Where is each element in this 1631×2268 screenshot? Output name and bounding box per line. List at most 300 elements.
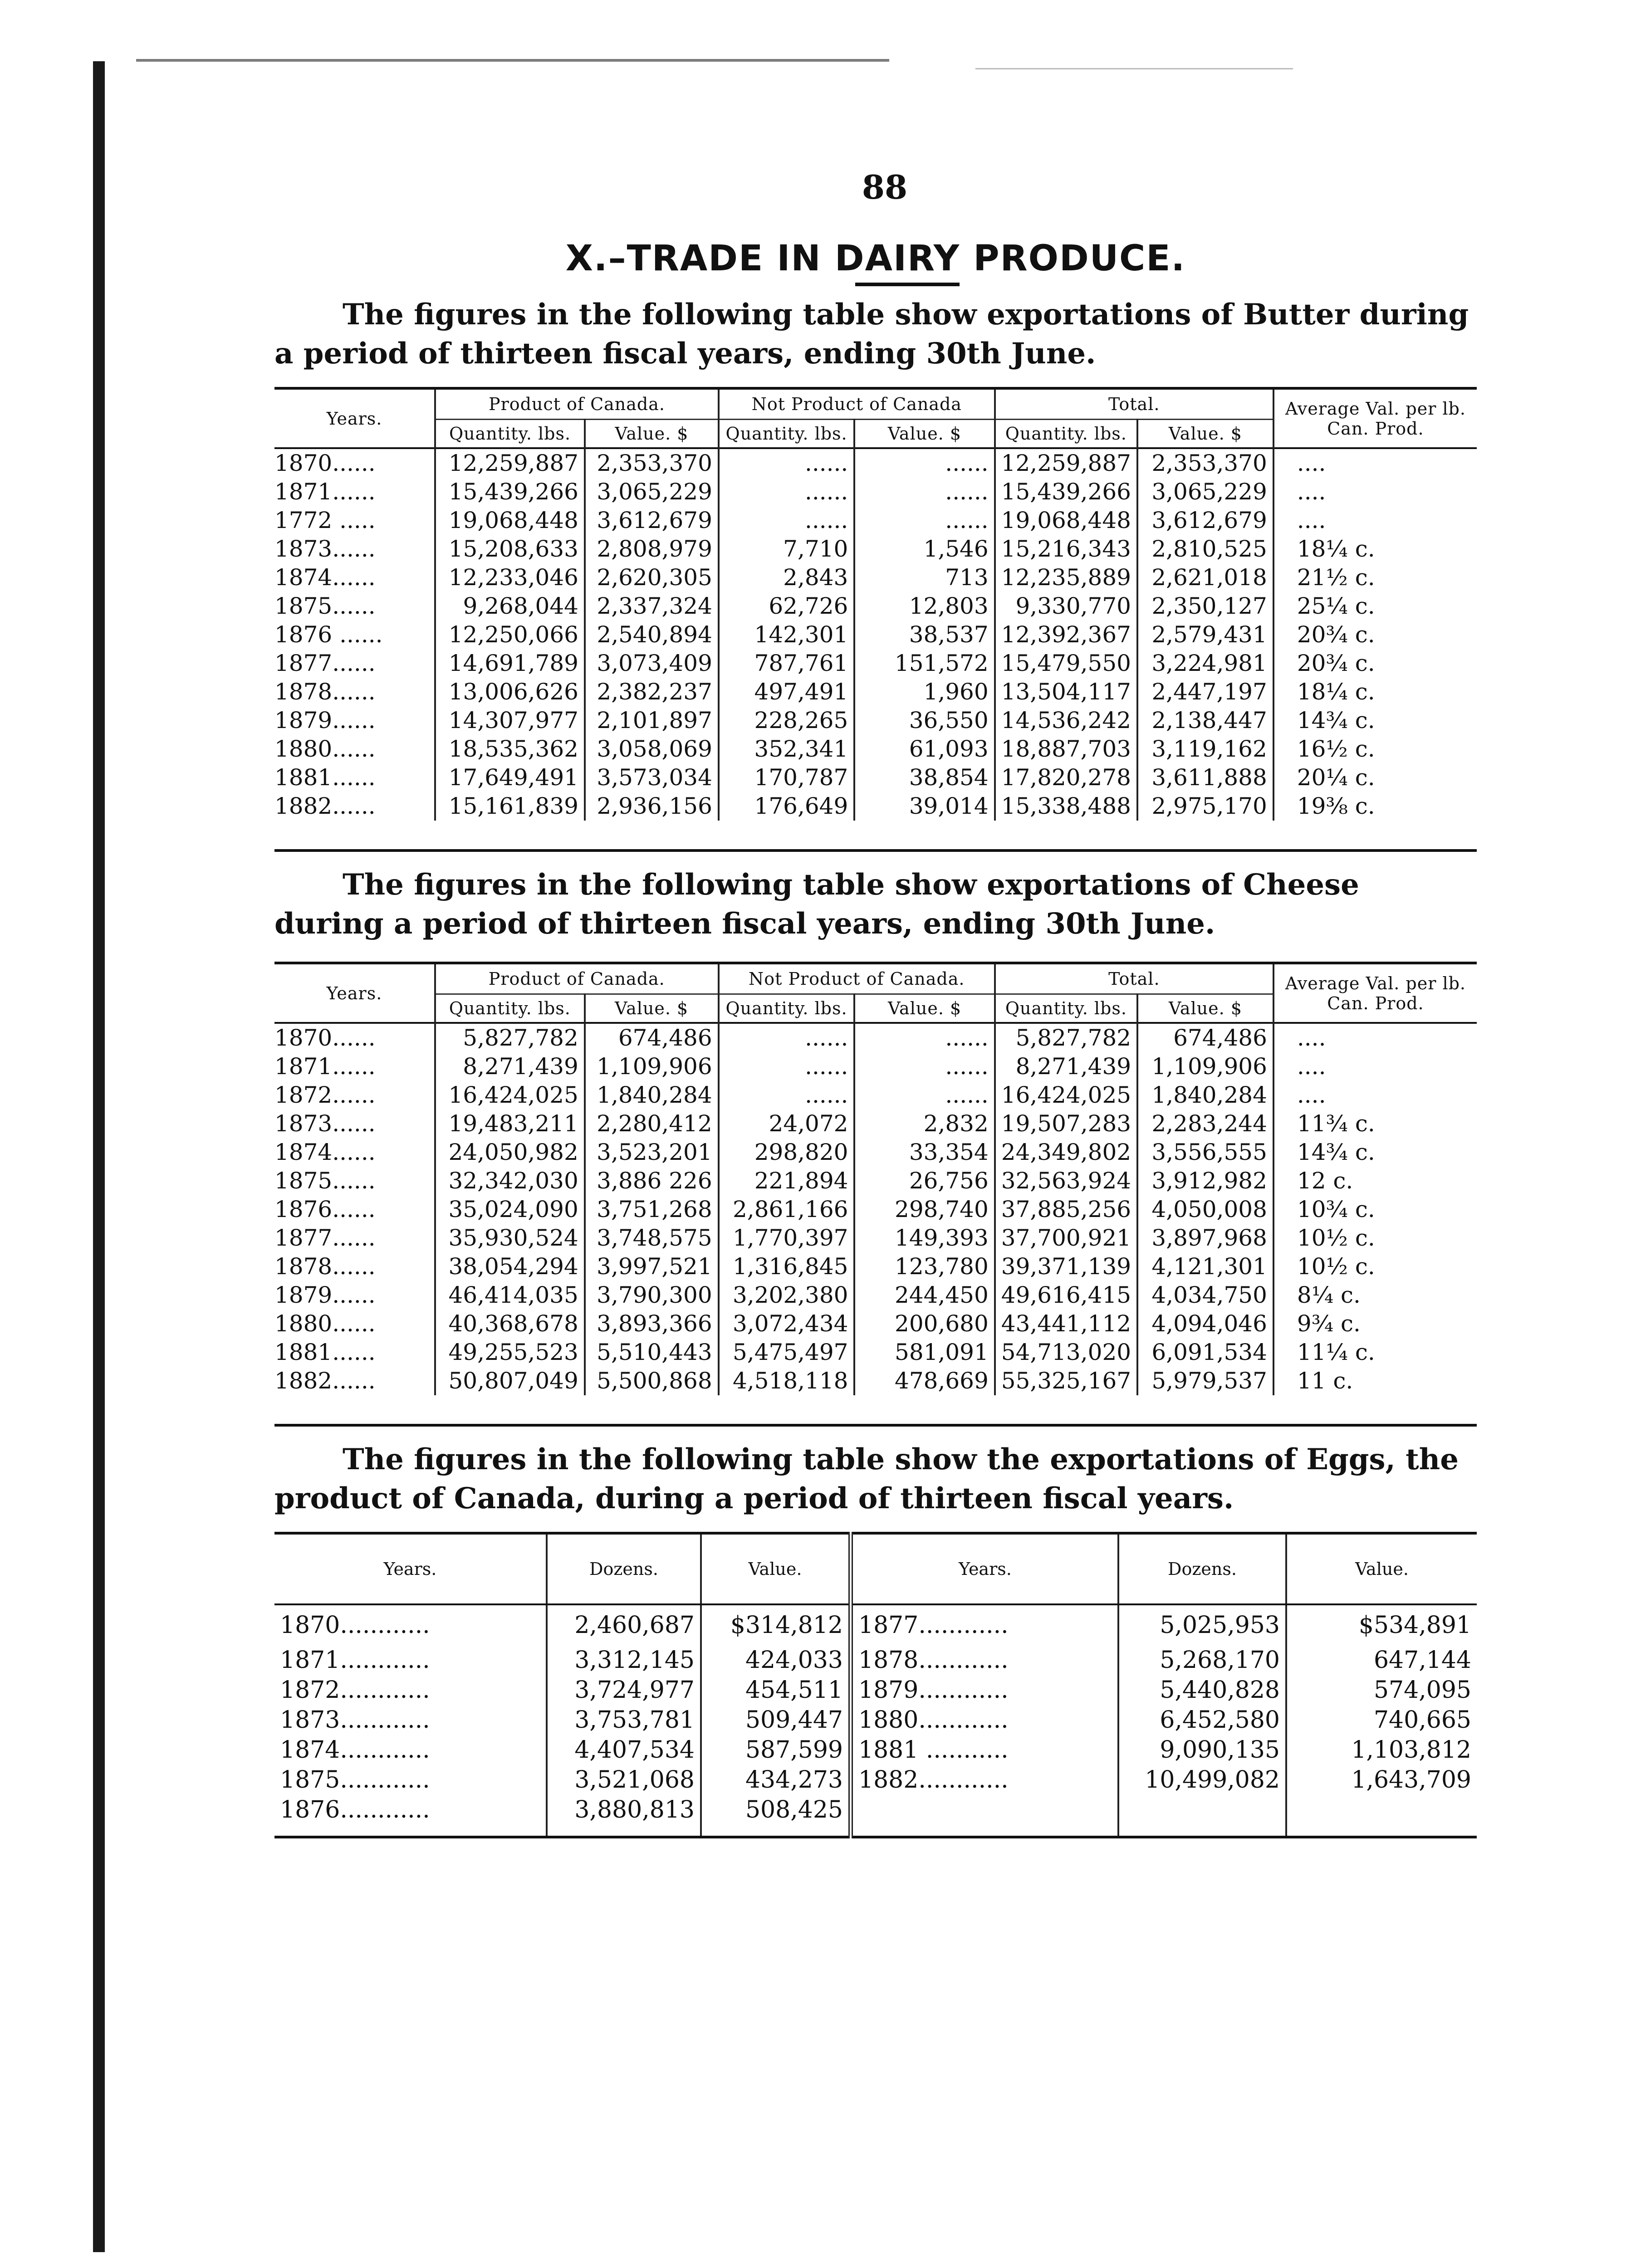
cheese-row <box>274 1023 1477 1052</box>
eggs-header-years: Years. <box>274 1533 547 1604</box>
rule-cell <box>701 1825 851 1837</box>
rule-cell <box>274 821 1477 850</box>
average-cell: .... <box>1273 1052 1477 1081</box>
value-cell: 454,511 <box>701 1675 851 1705</box>
butter-row <box>274 592 1477 621</box>
pq-cell: 17,649,491 <box>435 763 585 792</box>
dozens-cell: 3,880,813 <box>547 1795 701 1825</box>
butter-subhead-quantity: Quantity. lbs. <box>435 420 585 449</box>
pv-cell: 3,997,521 <box>585 1252 719 1281</box>
nv-cell: 298,740 <box>854 1195 994 1224</box>
year-cell: 1876 ...... <box>274 621 383 648</box>
dozens-cell: 10,499,082 <box>1118 1765 1286 1795</box>
year-cell: 1874............ <box>280 1736 430 1764</box>
cheese-row <box>274 1110 1477 1138</box>
pq-cell: 40,368,678 <box>435 1310 585 1338</box>
document-page <box>274 168 1477 1838</box>
cheese-intro: The figures in the following table show exportations of Cheese during a period of thirteen fiscal years, ending 30th June. <box>274 868 1359 941</box>
tv-cell: 2,353,370 <box>1137 448 1273 478</box>
tv-cell: 3,556,555 <box>1137 1138 1273 1167</box>
tq-cell: 18,887,703 <box>995 735 1137 763</box>
eggs-header-dozens: Dozens. <box>547 1533 701 1604</box>
nv-cell: 1,546 <box>854 535 994 563</box>
nv-cell: 244,450 <box>854 1281 994 1310</box>
cheese-subhead-quantity: Quantity. lbs. <box>719 994 855 1023</box>
eggs-bottom-rule <box>274 1825 1477 1837</box>
dozens-cell: 3,724,977 <box>547 1675 701 1705</box>
year-cell: 1879............ <box>851 1675 1118 1705</box>
pv-cell: 3,612,679 <box>585 506 719 535</box>
eggs-header-value: Value. <box>701 1533 851 1604</box>
dozens-cell: 6,452,580 <box>1118 1705 1286 1735</box>
rule-cell <box>547 1825 701 1837</box>
nv-cell: 38,537 <box>854 621 994 649</box>
nv-cell: 581,091 <box>854 1338 994 1367</box>
year-cell: 1877............ <box>851 1604 1118 1645</box>
tv-cell: 1,109,906 <box>1137 1052 1273 1081</box>
average-cell: 10½ c. <box>1273 1224 1477 1252</box>
pv-cell: 3,073,409 <box>585 649 719 678</box>
nq-cell: ...... <box>719 1052 855 1081</box>
pv-cell: 5,500,868 <box>585 1367 719 1395</box>
butter-subhead-value: Value. $ <box>1137 420 1273 449</box>
nq-cell: 298,820 <box>719 1138 855 1167</box>
nv-cell: 36,550 <box>854 706 994 735</box>
nq-cell: ...... <box>719 1023 855 1052</box>
pq-cell: 15,208,633 <box>435 535 585 563</box>
butter-row <box>274 535 1477 563</box>
nv-cell: 26,756 <box>854 1167 994 1195</box>
eggs-header-dozens: Dozens. <box>1118 1533 1286 1604</box>
tv-cell: 3,612,679 <box>1137 506 1273 535</box>
pq-cell: 14,691,789 <box>435 649 585 678</box>
nv-cell: ...... <box>854 1023 994 1052</box>
year-cell: 1877...... <box>274 650 376 676</box>
pv-cell: 3,886 226 <box>585 1167 719 1195</box>
value-cell: 434,273 <box>701 1765 851 1795</box>
year-cell: 1876...... <box>274 1196 376 1222</box>
tv-cell: 3,119,162 <box>1137 735 1273 763</box>
average-cell: 9¾ c. <box>1273 1310 1477 1338</box>
year-cell: 1882...... <box>274 793 376 819</box>
year-cell: 1880............ <box>851 1705 1118 1735</box>
butter-header-average: Average Val. per lb. Can. Prod. <box>1273 388 1477 448</box>
butter-row <box>274 448 1477 478</box>
average-cell: 20¼ c. <box>1273 763 1477 792</box>
butter-row <box>274 678 1477 706</box>
pq-cell: 5,827,782 <box>435 1023 585 1052</box>
tv-cell: 4,094,046 <box>1137 1310 1273 1338</box>
nv-cell: ...... <box>854 1052 994 1081</box>
average-cell: 19⅜ c. <box>1273 792 1477 821</box>
cheese-subhead-value: Value. $ <box>854 994 994 1023</box>
butter-header-total: Total. <box>995 388 1273 420</box>
average-cell: .... <box>1273 478 1477 506</box>
rule-cell <box>1118 1825 1286 1837</box>
nv-cell: ...... <box>854 1081 994 1110</box>
nq-cell: 221,894 <box>719 1167 855 1195</box>
tq-cell: 12,259,887 <box>995 448 1137 478</box>
tq-cell: 54,713,020 <box>995 1338 1137 1367</box>
dozens-cell: 5,440,828 <box>1118 1675 1286 1705</box>
section-title: X.–TRADE IN DAIRY PRODUCE. <box>565 238 1186 279</box>
year-cell: 1870...... <box>274 1025 376 1051</box>
nq-cell: 7,710 <box>719 535 854 563</box>
tq-cell: 49,616,415 <box>995 1281 1137 1310</box>
nq-cell: 1,770,397 <box>719 1224 855 1252</box>
nq-cell: 4,518,118 <box>719 1367 855 1395</box>
value-cell: 647,144 <box>1286 1645 1477 1675</box>
year-cell: 1878............ <box>851 1645 1118 1675</box>
cheese-table <box>274 962 1477 1427</box>
year-cell: 1873............ <box>280 1706 430 1734</box>
dozens-cell: 3,521,068 <box>547 1765 701 1795</box>
pv-cell: 674,486 <box>585 1023 719 1052</box>
nq-cell: 142,301 <box>719 621 854 649</box>
nv-cell: 33,354 <box>854 1138 994 1167</box>
nq-cell: 352,341 <box>719 735 854 763</box>
tq-cell: 19,068,448 <box>995 506 1137 535</box>
eggs-body <box>274 1604 1477 1837</box>
year-cell: 1772 ..... <box>274 507 376 533</box>
pq-cell: 19,068,448 <box>435 506 585 535</box>
tv-cell: 5,979,537 <box>1137 1367 1273 1395</box>
dozens-cell: 9,090,135 <box>1118 1735 1286 1765</box>
year-cell: 1870...... <box>274 450 376 476</box>
year-cell: 1875...... <box>274 593 376 619</box>
value-cell: $314,812 <box>701 1604 851 1645</box>
tq-cell: 9,330,770 <box>995 592 1137 621</box>
nv-cell: ...... <box>854 506 994 535</box>
value-cell: 587,599 <box>701 1735 851 1765</box>
value-cell: 424,033 <box>701 1645 851 1675</box>
dozens-cell: 5,268,170 <box>1118 1645 1286 1675</box>
pq-cell: 8,271,439 <box>435 1052 585 1081</box>
year-cell: 1871...... <box>274 479 376 505</box>
cheese-row <box>274 1281 1477 1310</box>
butter-row <box>274 506 1477 535</box>
tv-cell: 2,621,018 <box>1137 563 1273 592</box>
tv-cell: 4,050,008 <box>1137 1195 1273 1224</box>
nq-cell: 24,072 <box>719 1110 855 1138</box>
butter-subhead-quantity: Quantity. lbs. <box>995 420 1137 449</box>
nq-cell: ...... <box>719 1081 855 1110</box>
cheese-header-years: Years. <box>326 983 382 1003</box>
cheese-header-total: Total. <box>995 963 1273 994</box>
tv-cell: 1,840,284 <box>1137 1081 1273 1110</box>
pq-cell: 32,342,030 <box>435 1167 585 1195</box>
year-cell: 1879...... <box>274 1282 376 1308</box>
value-cell: 740,665 <box>1286 1705 1477 1735</box>
year-cell: 1878...... <box>274 1253 376 1280</box>
average-cell: 14¾ c. <box>1273 706 1477 735</box>
pv-cell: 2,337,324 <box>585 592 719 621</box>
eggs-row <box>274 1604 1477 1645</box>
pv-cell: 1,840,284 <box>585 1081 719 1110</box>
pq-cell: 49,255,523 <box>435 1338 585 1367</box>
value-cell <box>1286 1795 1477 1825</box>
year-cell: 1873...... <box>274 536 376 562</box>
tv-cell: 3,224,981 <box>1137 649 1273 678</box>
year-cell: 1872............ <box>280 1677 430 1704</box>
year-cell: 1881...... <box>274 1339 376 1365</box>
pq-cell: 50,807,049 <box>435 1367 585 1395</box>
butter-row <box>274 763 1477 792</box>
nq-cell: 3,202,380 <box>719 1281 855 1310</box>
butter-subhead-value: Value. $ <box>854 420 994 449</box>
tq-cell: 5,827,782 <box>995 1023 1137 1052</box>
rule-cell <box>851 1825 1118 1837</box>
pq-cell: 16,424,025 <box>435 1081 585 1110</box>
tv-cell: 2,283,244 <box>1137 1110 1273 1138</box>
nq-cell: 3,072,434 <box>719 1310 855 1338</box>
year-cell: 1874...... <box>274 564 376 591</box>
eggs-header-years: Years. <box>851 1533 1118 1604</box>
nq-cell: ...... <box>719 478 854 506</box>
cheese-header-not-product: Not Product of Canada. <box>719 963 995 994</box>
butter-row <box>274 621 1477 649</box>
nq-cell: 176,649 <box>719 792 854 821</box>
nq-cell: 5,475,497 <box>719 1338 855 1367</box>
nq-cell: 62,726 <box>719 592 854 621</box>
year-cell: 1876............ <box>280 1796 430 1823</box>
pq-cell: 15,439,266 <box>435 478 585 506</box>
title-underline <box>855 283 960 286</box>
value-cell: 1,643,709 <box>1286 1765 1477 1795</box>
value-cell: 508,425 <box>701 1795 851 1825</box>
tq-cell: 8,271,439 <box>995 1052 1137 1081</box>
cheese-row <box>274 1081 1477 1110</box>
tv-cell: 3,897,968 <box>1137 1224 1273 1252</box>
tq-cell: 32,563,924 <box>995 1167 1137 1195</box>
dozens-cell: 3,312,145 <box>547 1645 701 1675</box>
butter-header-product: Product of Canada. <box>435 388 719 420</box>
eggs-row <box>274 1645 1477 1675</box>
value-cell: 509,447 <box>701 1705 851 1735</box>
average-cell: 12 c. <box>1273 1167 1477 1195</box>
eggs-header-value: Value. <box>1286 1533 1477 1604</box>
pq-cell: 14,307,977 <box>435 706 585 735</box>
cheese-row <box>274 1367 1477 1395</box>
average-cell: .... <box>1273 506 1477 535</box>
pv-cell: 3,573,034 <box>585 763 719 792</box>
average-cell: .... <box>1273 1023 1477 1052</box>
nv-cell: 478,669 <box>854 1367 994 1395</box>
tq-cell: 15,216,343 <box>995 535 1137 563</box>
average-cell: 10½ c. <box>1273 1252 1477 1281</box>
cheese-bottom-rule <box>274 1395 1477 1425</box>
tv-cell: 2,975,170 <box>1137 792 1273 821</box>
average-cell: 25¼ c. <box>1273 592 1477 621</box>
tv-cell: 2,350,127 <box>1137 592 1273 621</box>
average-cell: 11 c. <box>1273 1367 1477 1395</box>
cheese-header-product: Product of Canada. <box>435 963 719 994</box>
average-cell: .... <box>1273 448 1477 478</box>
tv-cell: 2,447,197 <box>1137 678 1273 706</box>
cheese-row <box>274 1310 1477 1338</box>
average-cell: 21½ c. <box>1273 563 1477 592</box>
cheese-subhead-value: Value. $ <box>585 994 719 1023</box>
top-edge-mark <box>975 68 1293 69</box>
tq-cell: 19,507,283 <box>995 1110 1137 1138</box>
butter-row <box>274 563 1477 592</box>
tq-cell: 14,536,242 <box>995 706 1137 735</box>
pv-cell: 2,936,156 <box>585 792 719 821</box>
eggs-intro: The figures in the following table show the exportations of Eggs, the product of Canada, during a period of thirteen fiscal years. <box>274 1442 1459 1515</box>
average-cell: 20¾ c. <box>1273 621 1477 649</box>
tq-cell: 13,504,117 <box>995 678 1137 706</box>
butter-row <box>274 735 1477 763</box>
butter-row <box>274 478 1477 506</box>
average-cell: 16½ c. <box>1273 735 1477 763</box>
average-cell: 8¼ c. <box>1273 1281 1477 1310</box>
average-cell: 18¼ c. <box>1273 535 1477 563</box>
nq-cell: 497,491 <box>719 678 854 706</box>
nq-cell: 2,861,166 <box>719 1195 855 1224</box>
year-cell: 1879...... <box>274 707 376 733</box>
pv-cell: 2,101,897 <box>585 706 719 735</box>
nq-cell: ...... <box>719 506 854 535</box>
butter-body <box>274 448 1477 850</box>
butter-subhead-value: Value. $ <box>585 420 719 449</box>
eggs-row <box>274 1795 1477 1825</box>
pv-cell: 2,382,237 <box>585 678 719 706</box>
dozens-cell: 3,753,781 <box>547 1705 701 1735</box>
rule-cell <box>1286 1825 1477 1837</box>
nq-cell: 228,265 <box>719 706 854 735</box>
year-cell: 1871............ <box>280 1647 430 1674</box>
tq-cell: 43,441,112 <box>995 1310 1137 1338</box>
butter-subhead-quantity: Quantity. lbs. <box>719 420 854 449</box>
year-cell: 1870............ <box>280 1612 430 1639</box>
nv-cell: 38,854 <box>854 763 994 792</box>
pv-cell: 2,353,370 <box>585 448 719 478</box>
nq-cell: 2,843 <box>719 563 854 592</box>
tq-cell: 12,235,889 <box>995 563 1137 592</box>
tq-cell: 12,392,367 <box>995 621 1137 649</box>
eggs-row <box>274 1705 1477 1735</box>
cheese-body <box>274 1023 1477 1425</box>
tv-cell: 2,810,525 <box>1137 535 1273 563</box>
pq-cell: 12,259,887 <box>435 448 585 478</box>
pv-cell: 2,620,305 <box>585 563 719 592</box>
cheese-header-average: Average Val. per lb. Can. Prod. <box>1273 963 1477 1023</box>
tv-cell: 674,486 <box>1137 1023 1273 1052</box>
tv-cell: 3,065,229 <box>1137 478 1273 506</box>
nq-cell: 170,787 <box>719 763 854 792</box>
cheese-subhead-quantity: Quantity. lbs. <box>435 994 585 1023</box>
page-number: 88 <box>862 168 908 206</box>
year-cell: 1881 ........... <box>851 1735 1118 1765</box>
tv-cell: 2,138,447 <box>1137 706 1273 735</box>
average-cell: 20¾ c. <box>1273 649 1477 678</box>
nv-cell: 713 <box>854 563 994 592</box>
nv-cell: 200,680 <box>854 1310 994 1338</box>
nv-cell: 1,960 <box>854 678 994 706</box>
page-binding-edge <box>93 61 105 2252</box>
tv-cell: 4,034,750 <box>1137 1281 1273 1310</box>
nv-cell: 2,832 <box>854 1110 994 1138</box>
butter-row <box>274 706 1477 735</box>
year-cell: 1880...... <box>274 1310 376 1337</box>
year-cell: 1874...... <box>274 1139 376 1165</box>
average-cell: 18¼ c. <box>1273 678 1477 706</box>
year-cell: 1873...... <box>274 1110 376 1137</box>
pq-cell: 12,233,046 <box>435 563 585 592</box>
average-cell: 10¾ c. <box>1273 1195 1477 1224</box>
year-cell: 1871...... <box>274 1053 376 1080</box>
rule-cell <box>274 1825 547 1837</box>
nv-cell: ...... <box>854 448 994 478</box>
year-cell: 1881...... <box>274 764 376 791</box>
year-cell: 1877...... <box>274 1225 376 1251</box>
butter-header-not-product: Not Product of Canada <box>719 388 995 420</box>
pq-cell: 15,161,839 <box>435 792 585 821</box>
year-cell: 1875............ <box>280 1766 430 1794</box>
dozens-cell: 4,407,534 <box>547 1735 701 1765</box>
tq-cell: 15,479,550 <box>995 649 1137 678</box>
pq-cell: 18,535,362 <box>435 735 585 763</box>
cheese-subhead-value: Value. $ <box>1137 994 1273 1023</box>
value-cell: 574,095 <box>1286 1675 1477 1705</box>
pv-cell: 3,523,201 <box>585 1138 719 1167</box>
pv-cell: 2,808,979 <box>585 535 719 563</box>
pq-cell: 9,268,044 <box>435 592 585 621</box>
butter-bottom-rule <box>274 821 1477 850</box>
dozens-cell: 2,460,687 <box>547 1604 701 1645</box>
nv-cell: ...... <box>854 478 994 506</box>
pv-cell: 2,540,894 <box>585 621 719 649</box>
nv-cell: 61,093 <box>854 735 994 763</box>
value-cell: 1,103,812 <box>1286 1735 1477 1765</box>
tq-cell: 16,424,025 <box>995 1081 1137 1110</box>
tv-cell: 3,611,888 <box>1137 763 1273 792</box>
year-cell: 1872...... <box>274 1082 376 1108</box>
tv-cell: 2,579,431 <box>1137 621 1273 649</box>
pq-cell: 46,414,035 <box>435 1281 585 1310</box>
year-cell: 1878...... <box>274 679 376 705</box>
butter-row <box>274 792 1477 821</box>
tq-cell: 17,820,278 <box>995 763 1137 792</box>
dozens-cell <box>1118 1795 1286 1825</box>
pv-cell: 3,058,069 <box>585 735 719 763</box>
butter-table <box>274 387 1477 852</box>
average-cell: 11¼ c. <box>1273 1338 1477 1367</box>
pq-cell: 35,024,090 <box>435 1195 585 1224</box>
tv-cell: 6,091,534 <box>1137 1338 1273 1367</box>
pq-cell: 19,483,211 <box>435 1110 585 1138</box>
eggs-row <box>274 1675 1477 1705</box>
nv-cell: 123,780 <box>854 1252 994 1281</box>
tq-cell: 55,325,167 <box>995 1367 1137 1395</box>
tq-cell: 15,439,266 <box>995 478 1137 506</box>
year-cell <box>851 1795 1118 1825</box>
nv-cell: 149,393 <box>854 1224 994 1252</box>
pq-cell: 38,054,294 <box>435 1252 585 1281</box>
nv-cell: 151,572 <box>854 649 994 678</box>
average-cell: 14¾ c. <box>1273 1138 1477 1167</box>
cheese-row <box>274 1224 1477 1252</box>
tq-cell: 37,700,921 <box>995 1224 1137 1252</box>
pv-cell: 3,748,575 <box>585 1224 719 1252</box>
butter-intro: The figures in the following table show exportations of Butter during a period of thirteen fiscal years, ending 30th June. <box>274 298 1469 371</box>
pq-cell: 35,930,524 <box>435 1224 585 1252</box>
nq-cell: 1,316,845 <box>719 1252 855 1281</box>
tq-cell: 39,371,139 <box>995 1252 1137 1281</box>
pv-cell: 3,893,366 <box>585 1310 719 1338</box>
tq-cell: 37,885,256 <box>995 1195 1137 1224</box>
dozens-cell: 5,025,953 <box>1118 1604 1286 1645</box>
